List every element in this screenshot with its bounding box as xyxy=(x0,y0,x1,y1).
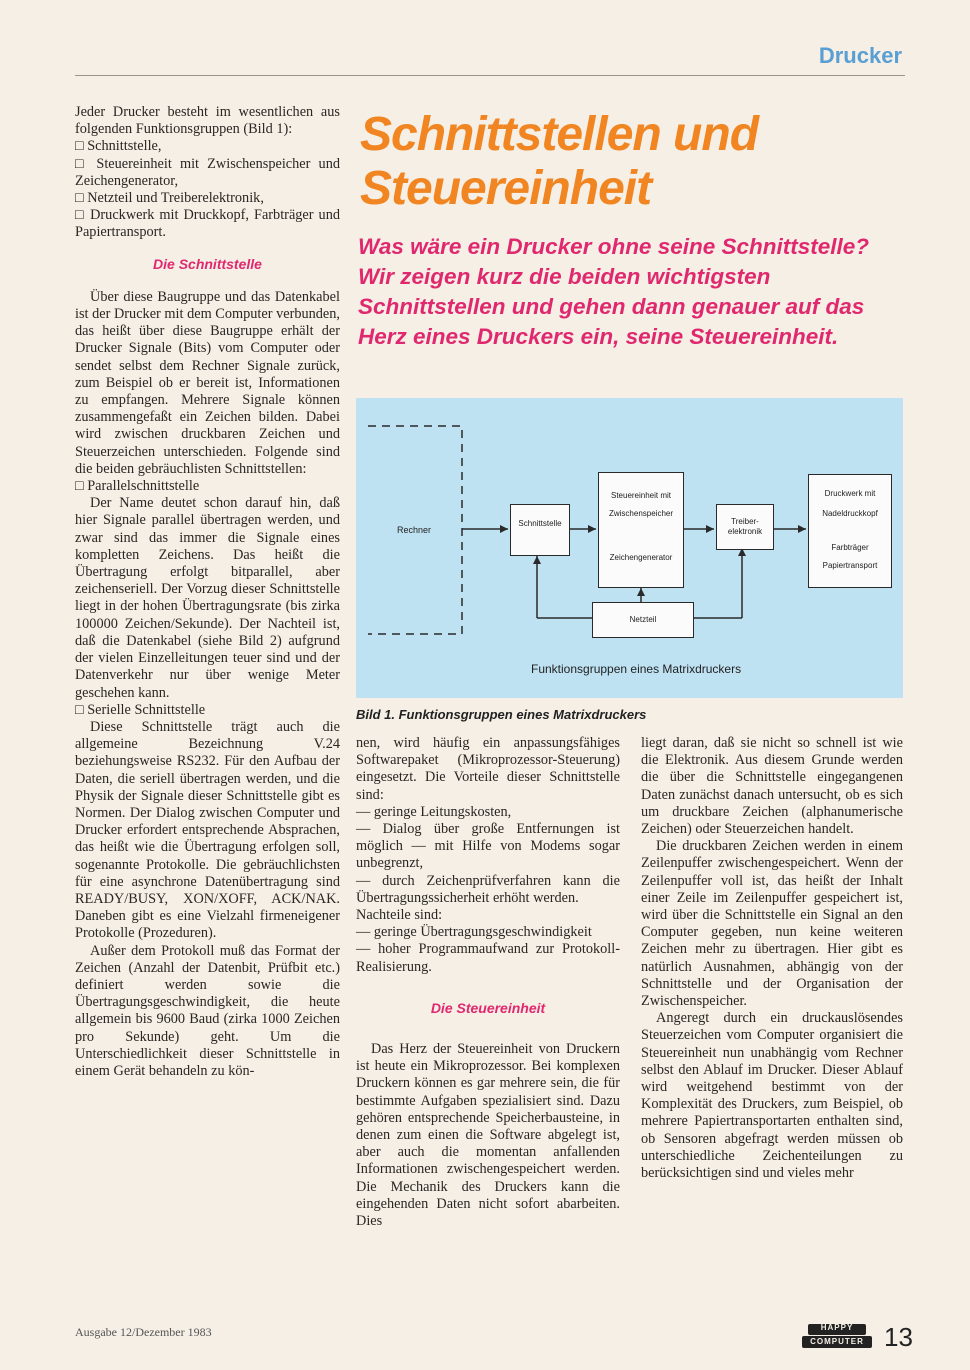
paragraph: Der Name deutet schon darauf hin, daß hier Signale parallel übertragen werden, und zwar sind das immer die Signale eines kompletten Zeichens. Das heißt die Übertragung erfolgt bitparallel, aber zeichenseriell. Der Vorzug dieser Schnittstelle liegt in der hohen Übertragungsrate (bis zirka 100000 Zeichen/Sekunde). Der Nachteil ist, daß die Datenkabel (siehe Bild 2) aufgrund der vielen Einzelleitungen teuer sind und der Datenverkehr nur über wenige Meter geschehen kann. xyxy=(75,495,340,701)
paragraph: Über diese Baugruppe und das Datenkabel ist der Drucker mit dem Computer verbunden, das heißt über diese Baugruppe erhält der Drucker Signale (Bits) vom Computer oder sendet selbst dem Rechner Signale zurück, zum Beispiel ob er bereit ist, Informationen zu empfangen. Mehrere Signale können zusammengefaßt ein Zeichen bilden. Dabei wird zwischen druckbaren Zeichen und Steuerzeichen unterschieden. Folgende sind die beiden gebräuchlisten Schnittstellen: xyxy=(75,288,340,477)
paragraph: nen, wird häufig ein anpassungsfähiges Softwarepaket (Mikroprozessor-Steuerung) eingesetzt. Die Vorteile dieser Schnittstelle sind: xyxy=(356,735,620,803)
issue-date: Ausgabe 12/Dezember 1983 xyxy=(75,1325,212,1339)
article-title xyxy=(360,108,900,216)
steuereinheit-line3: Zeichengenerator xyxy=(609,553,673,562)
list-item: □ Netzteil und Treiberelektronik, xyxy=(75,190,264,207)
subheading-steuereinheit: Die Steuereinheit xyxy=(430,999,546,1016)
logo-text-bottom: COMPUTER xyxy=(810,1337,864,1346)
list-item: □ Druckwerk mit Druckkopf, Farbträger und Papiertransport. xyxy=(75,207,340,241)
subheading-schnittstelle: Die Schnittstelle xyxy=(153,255,262,272)
druckwerk-box xyxy=(808,474,892,588)
list-item: □ Parallelschnittstelle xyxy=(75,478,200,495)
article-lead: Was wäre ein Drucker ohne seine Schnittstelle? Wir zeigen kurz die beiden wichtigsten Schnittstellen und gehen dann genauer auf das Herz eines Druckers ein, seine Steuereinheit. xyxy=(358,234,870,349)
druckwerk-line1: Druckwerk mit xyxy=(824,489,876,498)
list-item: □ Steuereinheit mit Zwischenspeicher und Zeichengenerator, xyxy=(75,155,340,189)
netzteil-box xyxy=(592,602,694,638)
list-item: □ Serielle Schnittstelle xyxy=(75,701,206,718)
schnittstelle-box xyxy=(510,504,570,556)
list-item: — durch Zeichenprüfverfahren kann die Übertragungssicherheit erhöht werden. xyxy=(356,872,620,906)
section-rubric: Drucker xyxy=(818,43,902,68)
title-line: Steuereinheit xyxy=(360,162,652,215)
list-item: — geringe Übertragungsgeschwindigkeit xyxy=(356,924,592,941)
title-line: Schnittstellen und xyxy=(360,108,759,161)
paragraph: Jeder Drucker besteht im wesentlichen aus folgenden Funktionsgruppen (Bild 1): xyxy=(75,104,340,138)
column-3 xyxy=(641,735,903,1182)
netzteil-label: Netzteil xyxy=(629,615,657,624)
figure-label: Bild 1. Funktionsgruppen eines Matrixdruckers xyxy=(356,707,647,722)
diagram-caption: Funktionsgruppen eines Matrixdruckers xyxy=(531,662,742,676)
block-diagram xyxy=(356,398,903,698)
column-2 xyxy=(356,735,620,1230)
paragraph: Das Herz der Steuereinheit von Druckern ist heute ein Mikroprozessor. Bei komplexen Druckern können es gar mehrere sein, die für bestimmte Aufgaben spezialisiert sind. Dazu gehören entsprechende Speicherbausteine, in denen zum einen die Software abgelegt ist, aber auch die momentan anfallenden Informationen zwischengespeichert werden. Die Mechanik des Druckers kann die eingehenden Daten nicht sofort abarbeiten. Dies xyxy=(356,1041,620,1230)
druckwerk-line4: Papiertransport xyxy=(822,561,878,570)
treiber-line2: elektronik xyxy=(727,527,763,536)
header-rule xyxy=(75,75,905,76)
steuereinheit-line2: Zwischenspeicher xyxy=(608,509,674,518)
druckwerk-line2: Nadeldruckkopf xyxy=(822,509,878,518)
schnittstelle-label: Schnittstelle xyxy=(518,519,562,528)
list-item: — hoher Programmaufwand zur Protokoll-Realisierung. xyxy=(356,941,620,975)
list-item: — Dialog über große Entfernungen ist möglich — mit Hilfe von Modems sogar unbegrenzt, xyxy=(356,821,620,872)
paragraph: Nachteile sind: xyxy=(356,907,443,924)
list-item: — geringe Leitungskosten, xyxy=(356,803,512,820)
paragraph: liegt daran, daß sie nicht so schnell ist wie die Elektronik. Aus diesem Grunde werden die über die Schnittstelle eingegangenen Daten zunächst danach untersucht, ob es sich um druckbare Zeichen (alphanumerische Zeichen) oder Steuerzeichen handelt. xyxy=(641,735,903,838)
page-number: 13 xyxy=(884,1322,913,1352)
steuereinheit-line1: Steuereinheit mit xyxy=(610,491,672,500)
paragraph: Außer dem Protokoll muß das Format der Zeichen (Anzahl der Datenbit, Prüfbit etc.) definiert werden sowie die Übertragungsgeschwindigkeit, die heute allgemein bis 9600 Baud (zirka 1000 Zeichen pro Sekunde) geht. Um die Unterschiedlichkeit dieser Schnittstelle in einem Gerät behandeln zu kön- xyxy=(75,942,340,1079)
treiber-box xyxy=(716,504,774,550)
druckwerk-line3: Farbträger xyxy=(831,543,869,552)
steuereinheit-box xyxy=(598,472,684,588)
paragraph: Angeregt durch ein druckauslösendes Steuerzeichen vom Computer organisiert die Steuereinheit nun unabhängig vom Rechner selbst den Ablauf im Drucker. Dieser Ablauf wird weitgehend bestimmt von der Komplexität des Druckers, zum Beispiel, ob mehrere Papiertransportarten enthalten sind, ob Sensoren abgefragt werden müssen ob unterschiedliche Zeichenteilungen zu berücksichtigen sind und vieles mehr xyxy=(641,1010,903,1182)
column-1 xyxy=(75,104,340,1080)
treiber-line1: Treiber- xyxy=(731,517,759,526)
rechner-label: Rechner xyxy=(396,525,432,535)
paragraph: Diese Schnittstelle trägt auch die allgemeine Bezeichnung V.24 beziehungsweise RS232. Für den Aufbau der Daten, die seriell übertragen werden, und die Physik der Signale dieser Schnittstelle gibt es Normen. Der Dialog zwischen Computer und Drucker erfordert entsprechende Absprachen, das heißt wie die Übertragung erfolgen soll, sogenannte Protokolle. Die gebräuchlichsten für eine asynchrone Datenübertragung sind READY/BUSY, XON/XOFF, ACK/NAK. Daneben gibt es eine Vielzahl firmeneigener Protokolle (Prozeduren). xyxy=(75,718,340,942)
paragraph: Die druckbaren Zeichen werden in einem Zeilenpuffer zwischengespeichert. Wenn der Zeilenpuffer voll ist, das heißt der Inhalt einer Zeile im Zeilenpuffer gespeichert ist, wird über die Schnittstelle ein Signal an den Computer gegeben, nun keine weiteren Zeichen mehr zu übertragen. Hier gibt es natürlich Ausnahmen, abhängig von der Schnittstelle und der Organisation der Zwischenspeicher. xyxy=(641,838,903,1010)
logo-text-top: HAPPY xyxy=(820,1323,854,1332)
list-item: □ Schnittstelle, xyxy=(75,138,162,155)
